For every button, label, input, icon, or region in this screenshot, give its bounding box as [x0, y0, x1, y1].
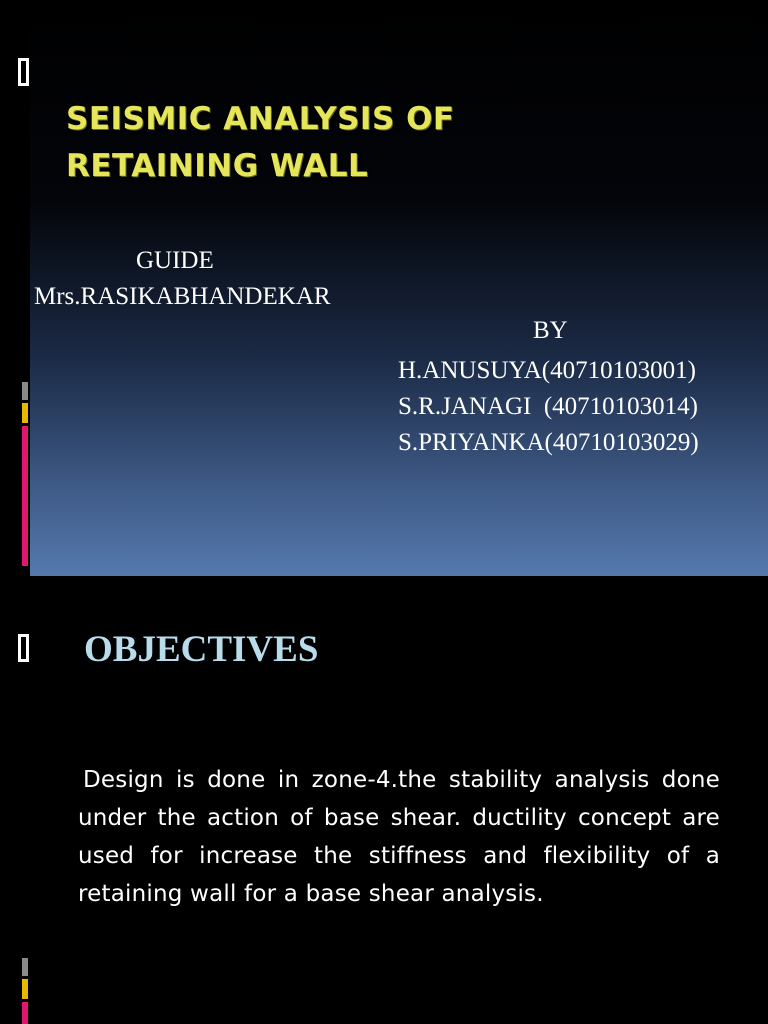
accent-yellow-tick	[22, 403, 28, 423]
author-item: H.ANUSUYA(40710103001)	[398, 357, 696, 384]
objectives-slide	[30, 576, 768, 1024]
accent-pink-bar	[22, 1002, 28, 1024]
author-item: S.R.JANAGI (40710103014)	[398, 393, 698, 420]
slide-title: SEISMIC ANALYSIS OF RETAINING WALL	[66, 101, 455, 184]
objectives-body: Design is done in zone-4.the stability analysis done under the action of base shear. ductility concept are used for increase the stiffness and flexibility of a retaining wall for a base shear analysis.	[78, 767, 720, 907]
accent-pink-bar	[22, 426, 28, 566]
objectives-heading: OBJECTIVES	[84, 629, 319, 670]
title-slide	[30, 0, 768, 576]
author-item: S.PRIYANKA(40710103029)	[398, 429, 699, 456]
accent-gray-tick	[22, 958, 28, 976]
guide-label: GUIDE	[136, 247, 214, 274]
by-label: BY	[533, 317, 568, 344]
guide-name: Mrs.RASIKABHANDEKAR	[34, 283, 331, 310]
slide-marker-icon	[18, 634, 29, 662]
slide-marker-icon	[18, 58, 29, 86]
author-list	[398, 353, 699, 461]
accent-gray-tick	[22, 382, 28, 400]
accent-yellow-tick	[22, 979, 28, 999]
